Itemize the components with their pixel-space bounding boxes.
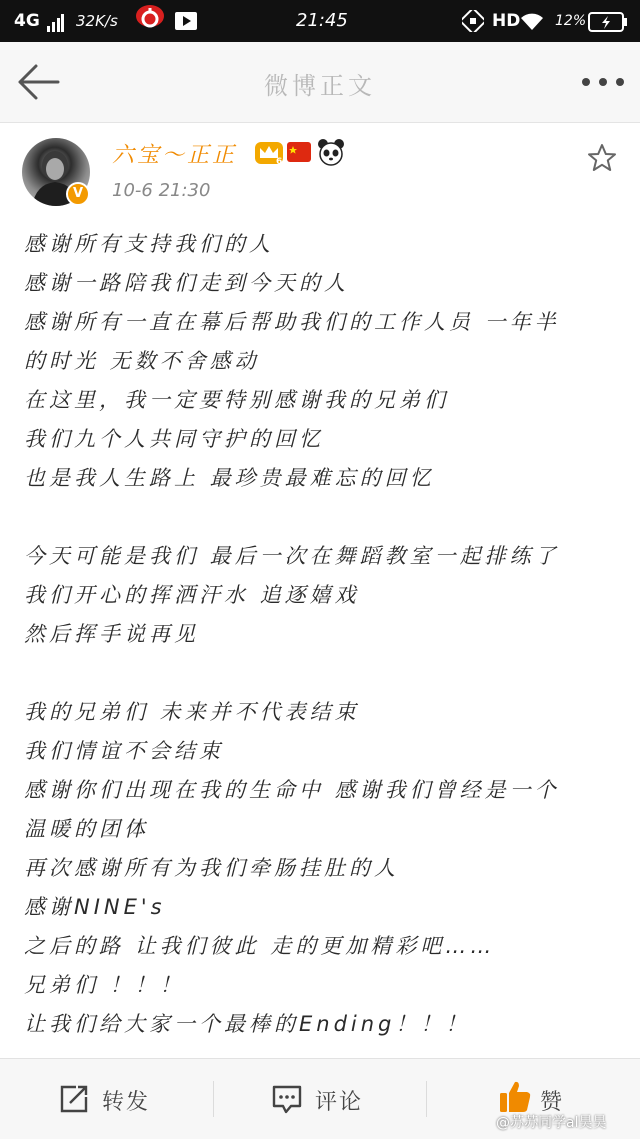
comment-button[interactable] <box>213 1059 426 1139</box>
battery-icon <box>588 11 628 33</box>
status-bar <box>0 0 640 42</box>
china-flag-icon <box>286 140 312 164</box>
svg-text:6: 6 <box>276 157 283 166</box>
comment-icon <box>271 1083 303 1115</box>
post-line: 感谢所有一直在幕后帮助我们的工作人员 一年半 <box>24 310 560 334</box>
post-line: 再次感谢所有为我们牵肠挂肚的人 <box>24 856 399 880</box>
battery-percent: 12% <box>555 13 587 29</box>
music-app-icon <box>136 5 164 27</box>
watermark: @苏苏同学al昊昊 <box>496 1115 607 1131</box>
favorite-star-icon[interactable] <box>586 142 618 174</box>
post-line: 感谢你们出现在我的生命中 感谢我们曾经是一个 <box>24 778 560 802</box>
repost-icon <box>58 1083 90 1115</box>
post-content <box>24 225 624 1044</box>
repost-label: 转发 <box>102 1090 151 1115</box>
verified-badge: V <box>66 182 90 206</box>
more-options-icon[interactable] <box>578 70 628 94</box>
paragraph-gap <box>24 498 624 537</box>
post-line: 我们情谊不会结束 <box>24 739 224 763</box>
post-line: 感谢所有支持我们的人 <box>24 232 274 256</box>
post-line: 也是我人生路上 最珍贵最难忘的回忆 <box>24 466 435 490</box>
video-app-icon <box>174 10 198 32</box>
rotate-lock-icon <box>462 10 484 32</box>
post-line: 我们九个人共同守护的回忆 <box>24 427 324 451</box>
network-speed: 32K/s <box>76 12 118 30</box>
panda-icon <box>316 138 346 166</box>
post-timestamp: 10-6 21:30 <box>112 180 211 201</box>
post-line: 感谢NINE's <box>24 895 166 919</box>
thumbs-up-icon <box>498 1079 532 1115</box>
network-type: 4G <box>14 11 40 31</box>
repost-button[interactable] <box>0 1059 213 1139</box>
clock: 21:45 <box>296 10 348 31</box>
post-line: 今天可能是我们 最后一次在舞蹈教室一起排练了 <box>24 544 560 568</box>
post-line: 之后的路 让我们彼此 走的更加精彩吧…… <box>24 934 496 958</box>
post-line: 感谢一路陪我们走到今天的人 <box>24 271 349 295</box>
post-line: 然后挥手说再见 <box>24 622 199 646</box>
post-line: 的时光 无数不舍感动 <box>24 349 260 373</box>
post-line: 让我们给大家一个最棒的Ending！！！ <box>24 1012 471 1036</box>
signal-icon <box>46 12 64 34</box>
paragraph-gap <box>24 654 624 693</box>
vip-crown-icon[interactable] <box>254 138 284 166</box>
post-line: 兄弟们 ！！！ <box>24 973 185 997</box>
page-title: 微博正文 <box>264 72 376 100</box>
navigation-header <box>0 42 640 123</box>
post-line: 温暖的团体 <box>24 817 149 841</box>
post-line: 我的兄弟们 未来并不代表结束 <box>24 700 360 724</box>
hd-indicator: HD <box>492 11 521 31</box>
like-label: 赞 <box>540 1090 565 1115</box>
comment-label: 评论 <box>315 1090 364 1115</box>
post-line: 我们开心的挥洒汗水 追逐嬉戏 <box>24 583 360 607</box>
author-name[interactable]: 六宝～正正 <box>112 143 238 168</box>
wifi-icon <box>520 10 544 32</box>
post-line: 在这里，我一定要特别感谢我的兄弟们 <box>24 388 449 412</box>
